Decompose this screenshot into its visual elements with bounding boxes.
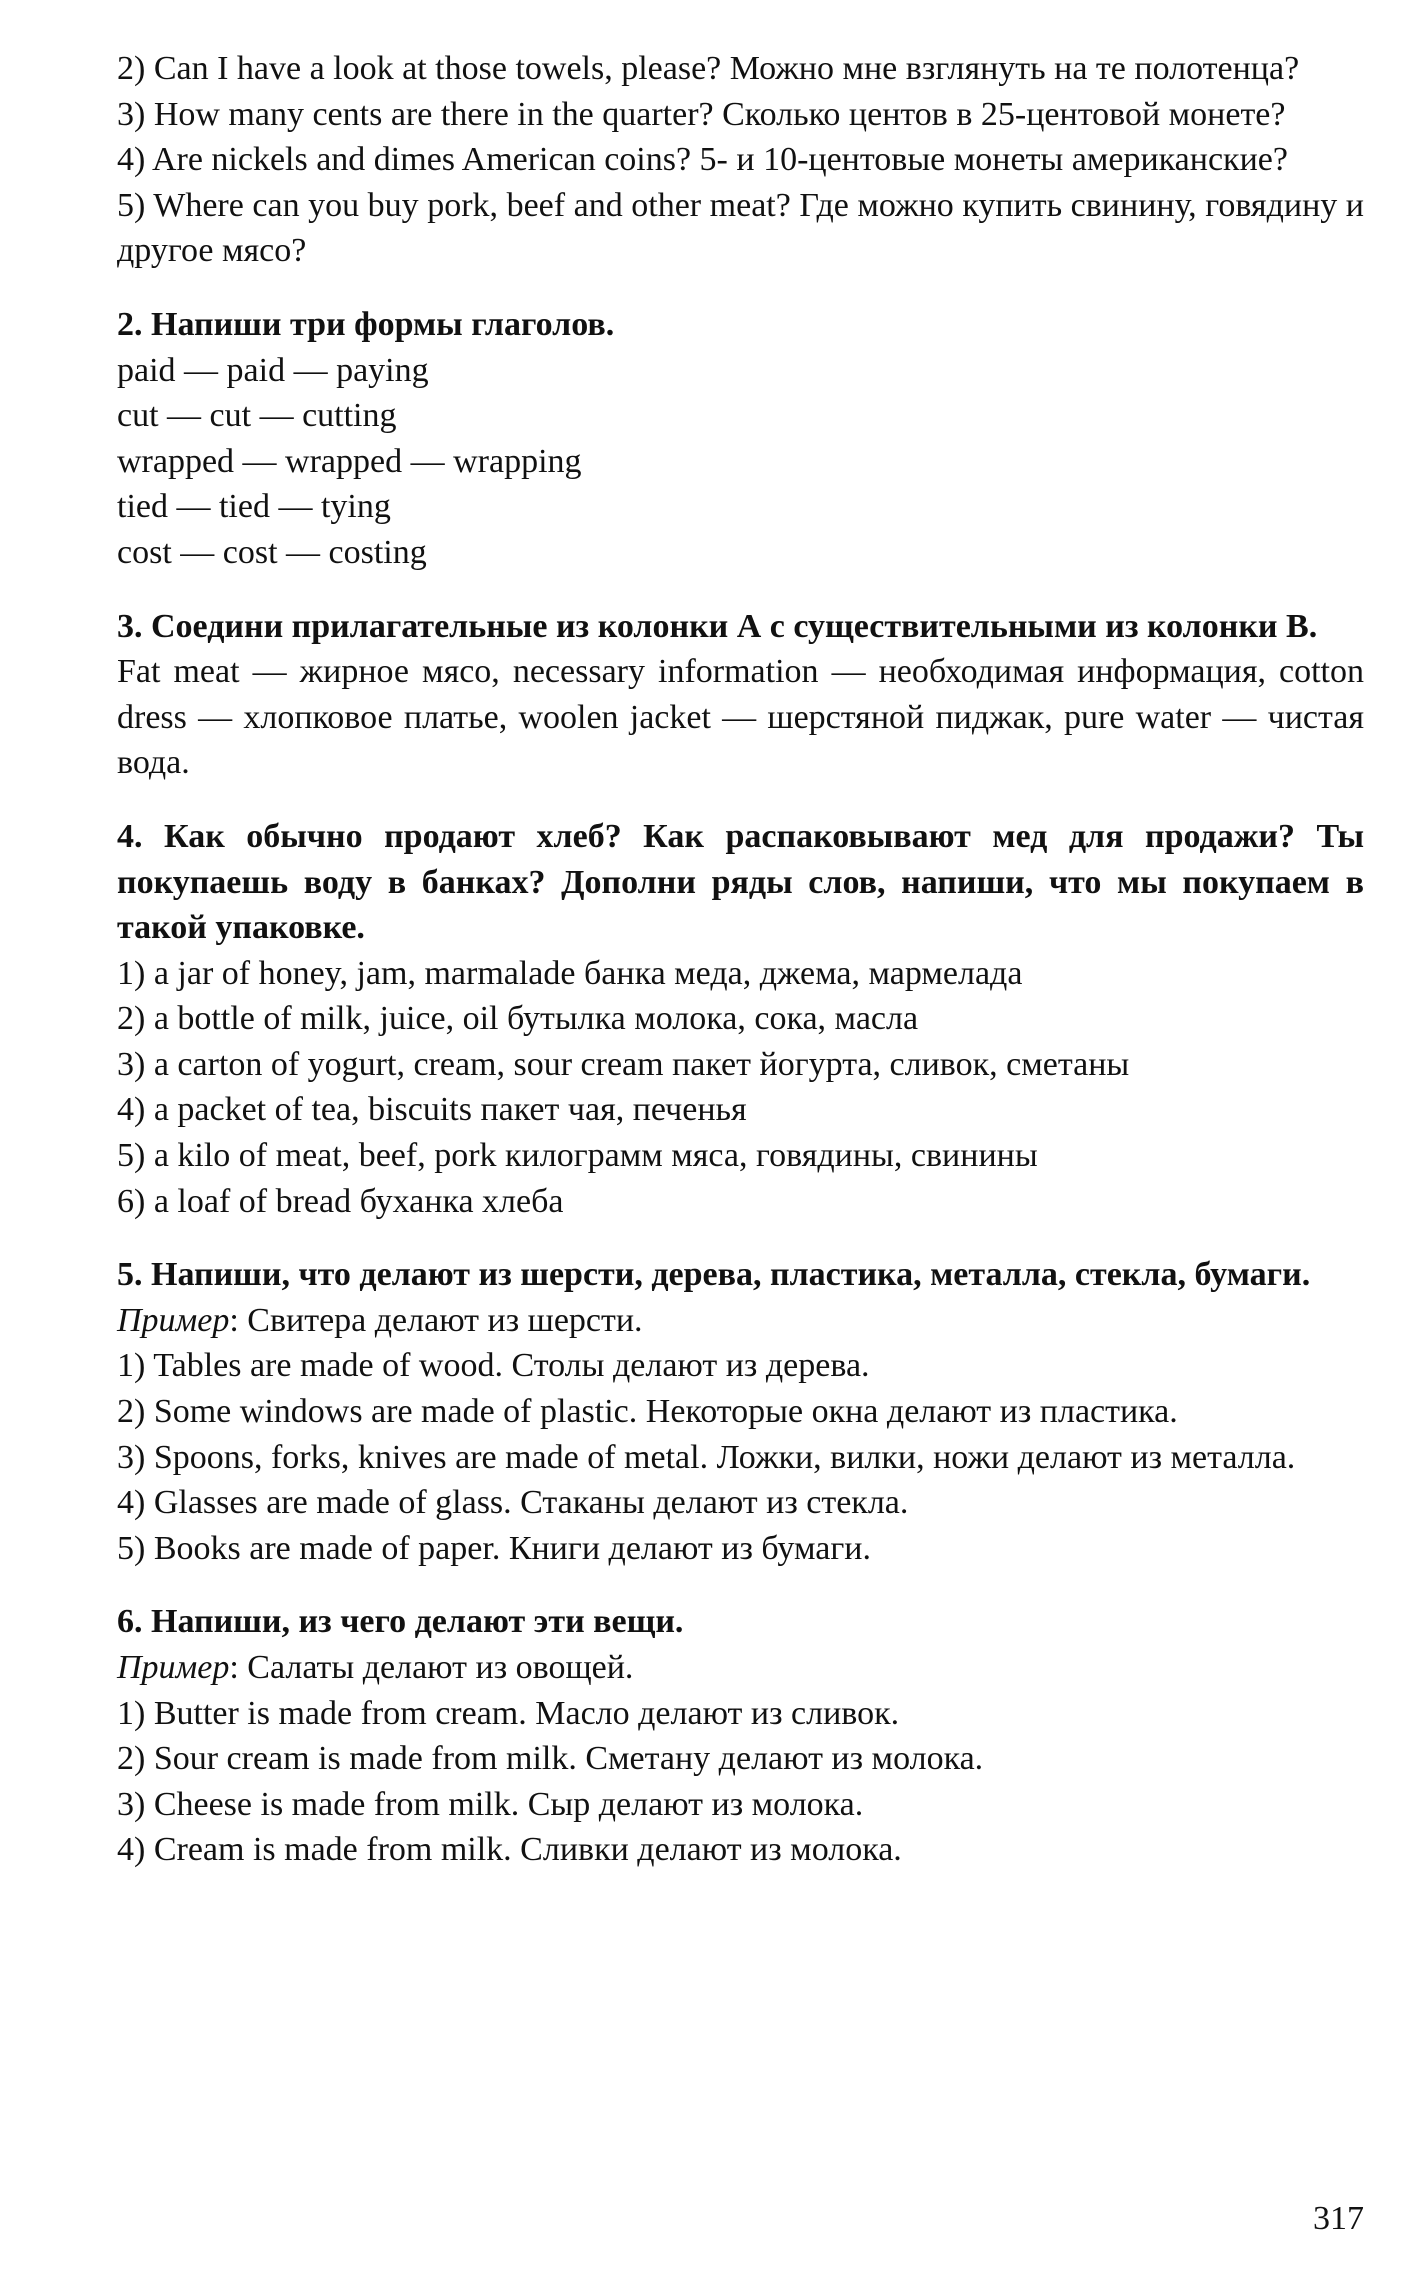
answer-line: 3) Spoons, forks, knives are made of metal. Ложки, вилки, ножи делают из металла. (117, 1438, 1296, 1476)
answer-line: 1) Tables are made of wood. Столы делают из дерева. (117, 1347, 870, 1385)
exercise-title: 5. Напиши, что делают из шерсти, дерева, пластика, металла, стекла, бумаги. (117, 1256, 1311, 1294)
exercise-title: 3. Соедини прилагательные из колонки А с существительными из колонки В. (117, 607, 1318, 645)
answer-line: 3) Cheese is made from milk. Сыр делают из молока. (117, 1785, 864, 1823)
example-line (117, 1298, 1364, 1344)
answer-line: 6) a loaf of bread буханка хлеба (117, 1182, 564, 1220)
answer-line: 4) a packet of tea, biscuits пакет чая, печенья (117, 1091, 747, 1129)
example-label: Пример (117, 1301, 230, 1339)
answer-line: 4) Cream is made from milk. Сливки делают из молока. (117, 1831, 902, 1869)
example-label: Пример (117, 1649, 230, 1686)
answer-line: 2) Can I have a look at those towels, please? Можно мне взглянуть на те полотенца? (117, 50, 1300, 87)
exercise-title: 6. Напиши, из чего делают эти вещи. (117, 1603, 684, 1641)
verb-forms-line: tied — tied — tying (117, 488, 391, 526)
answer-line: 4) Are nickels and dimes American coins? 5- и 10-центовые монеты американские? (117, 141, 1288, 179)
answer-line: 1) a jar of honey, jam, marmalade банка меда, джема, мармелада (117, 954, 1023, 992)
exercise-answer: Fat meat — жирное мясо, necessary information — необходимая информация, cotton dress — хлопковое платье, woolen jacket — шерстяной пиджак, pure water — чистая вода. (117, 653, 1364, 782)
answer-line: 3) How many cents are there in the quarter? Сколько центов в 25-центовой монете? (117, 95, 1286, 133)
answer-line: 1) Butter is made from cream. Масло делают из сливок. (117, 1694, 900, 1732)
verb-forms-line: paid — paid — paying (117, 351, 429, 389)
verb-forms-line: cut — cut — cutting (117, 397, 397, 435)
answer-line: 2) a bottle of milk, juice, oil бутылка молока, сока, масла (117, 1000, 919, 1038)
answer-line: 4) Glasses are made of glass. Стаканы делают из стекла. (117, 1484, 909, 1522)
answer-line: 5) Where can you buy pork, beef and other meat? Где можно купить свинину, говядину и другое мясо? (117, 186, 1364, 270)
exercise-title: 2. Напиши три формы глаголов. (117, 305, 615, 343)
answer-line: 3) a carton of yogurt, cream, sour cream пакет йогурта, сливок, сметаны (117, 1045, 1130, 1083)
page-content (117, 46, 1364, 1873)
exercise-title: 4. Как обычно продают хлеб? Как распаковывают мед для продажи? Ты покупаешь воду в банках? Дополни ряды слов, напиши, что мы покупаем в такой упаковке. (117, 817, 1364, 947)
page-number: 317 (1313, 2200, 1364, 2237)
answer-line: 2) Sour cream is made from milk. Сметану делают из молока. (117, 1740, 984, 1778)
example-line (117, 1645, 1364, 1691)
example-text: : Салаты делают из овощей. (229, 1649, 634, 1686)
example-text: : Свитера делают из шерсти. (229, 1301, 643, 1339)
verb-forms-line: cost — cost — costing (117, 533, 427, 571)
answer-line: 2) Some windows are made of plastic. Некоторые окна делают из пластика. (117, 1393, 1178, 1431)
answer-line: 5) a kilo of meat, beef, pork килограмм мяса, говядины, свинины (117, 1137, 1038, 1175)
answer-line: 5) Books are made of paper. Книги делают из бумаги. (117, 1529, 871, 1567)
verb-forms-line: wrapped — wrapped — wrapping (117, 442, 582, 480)
